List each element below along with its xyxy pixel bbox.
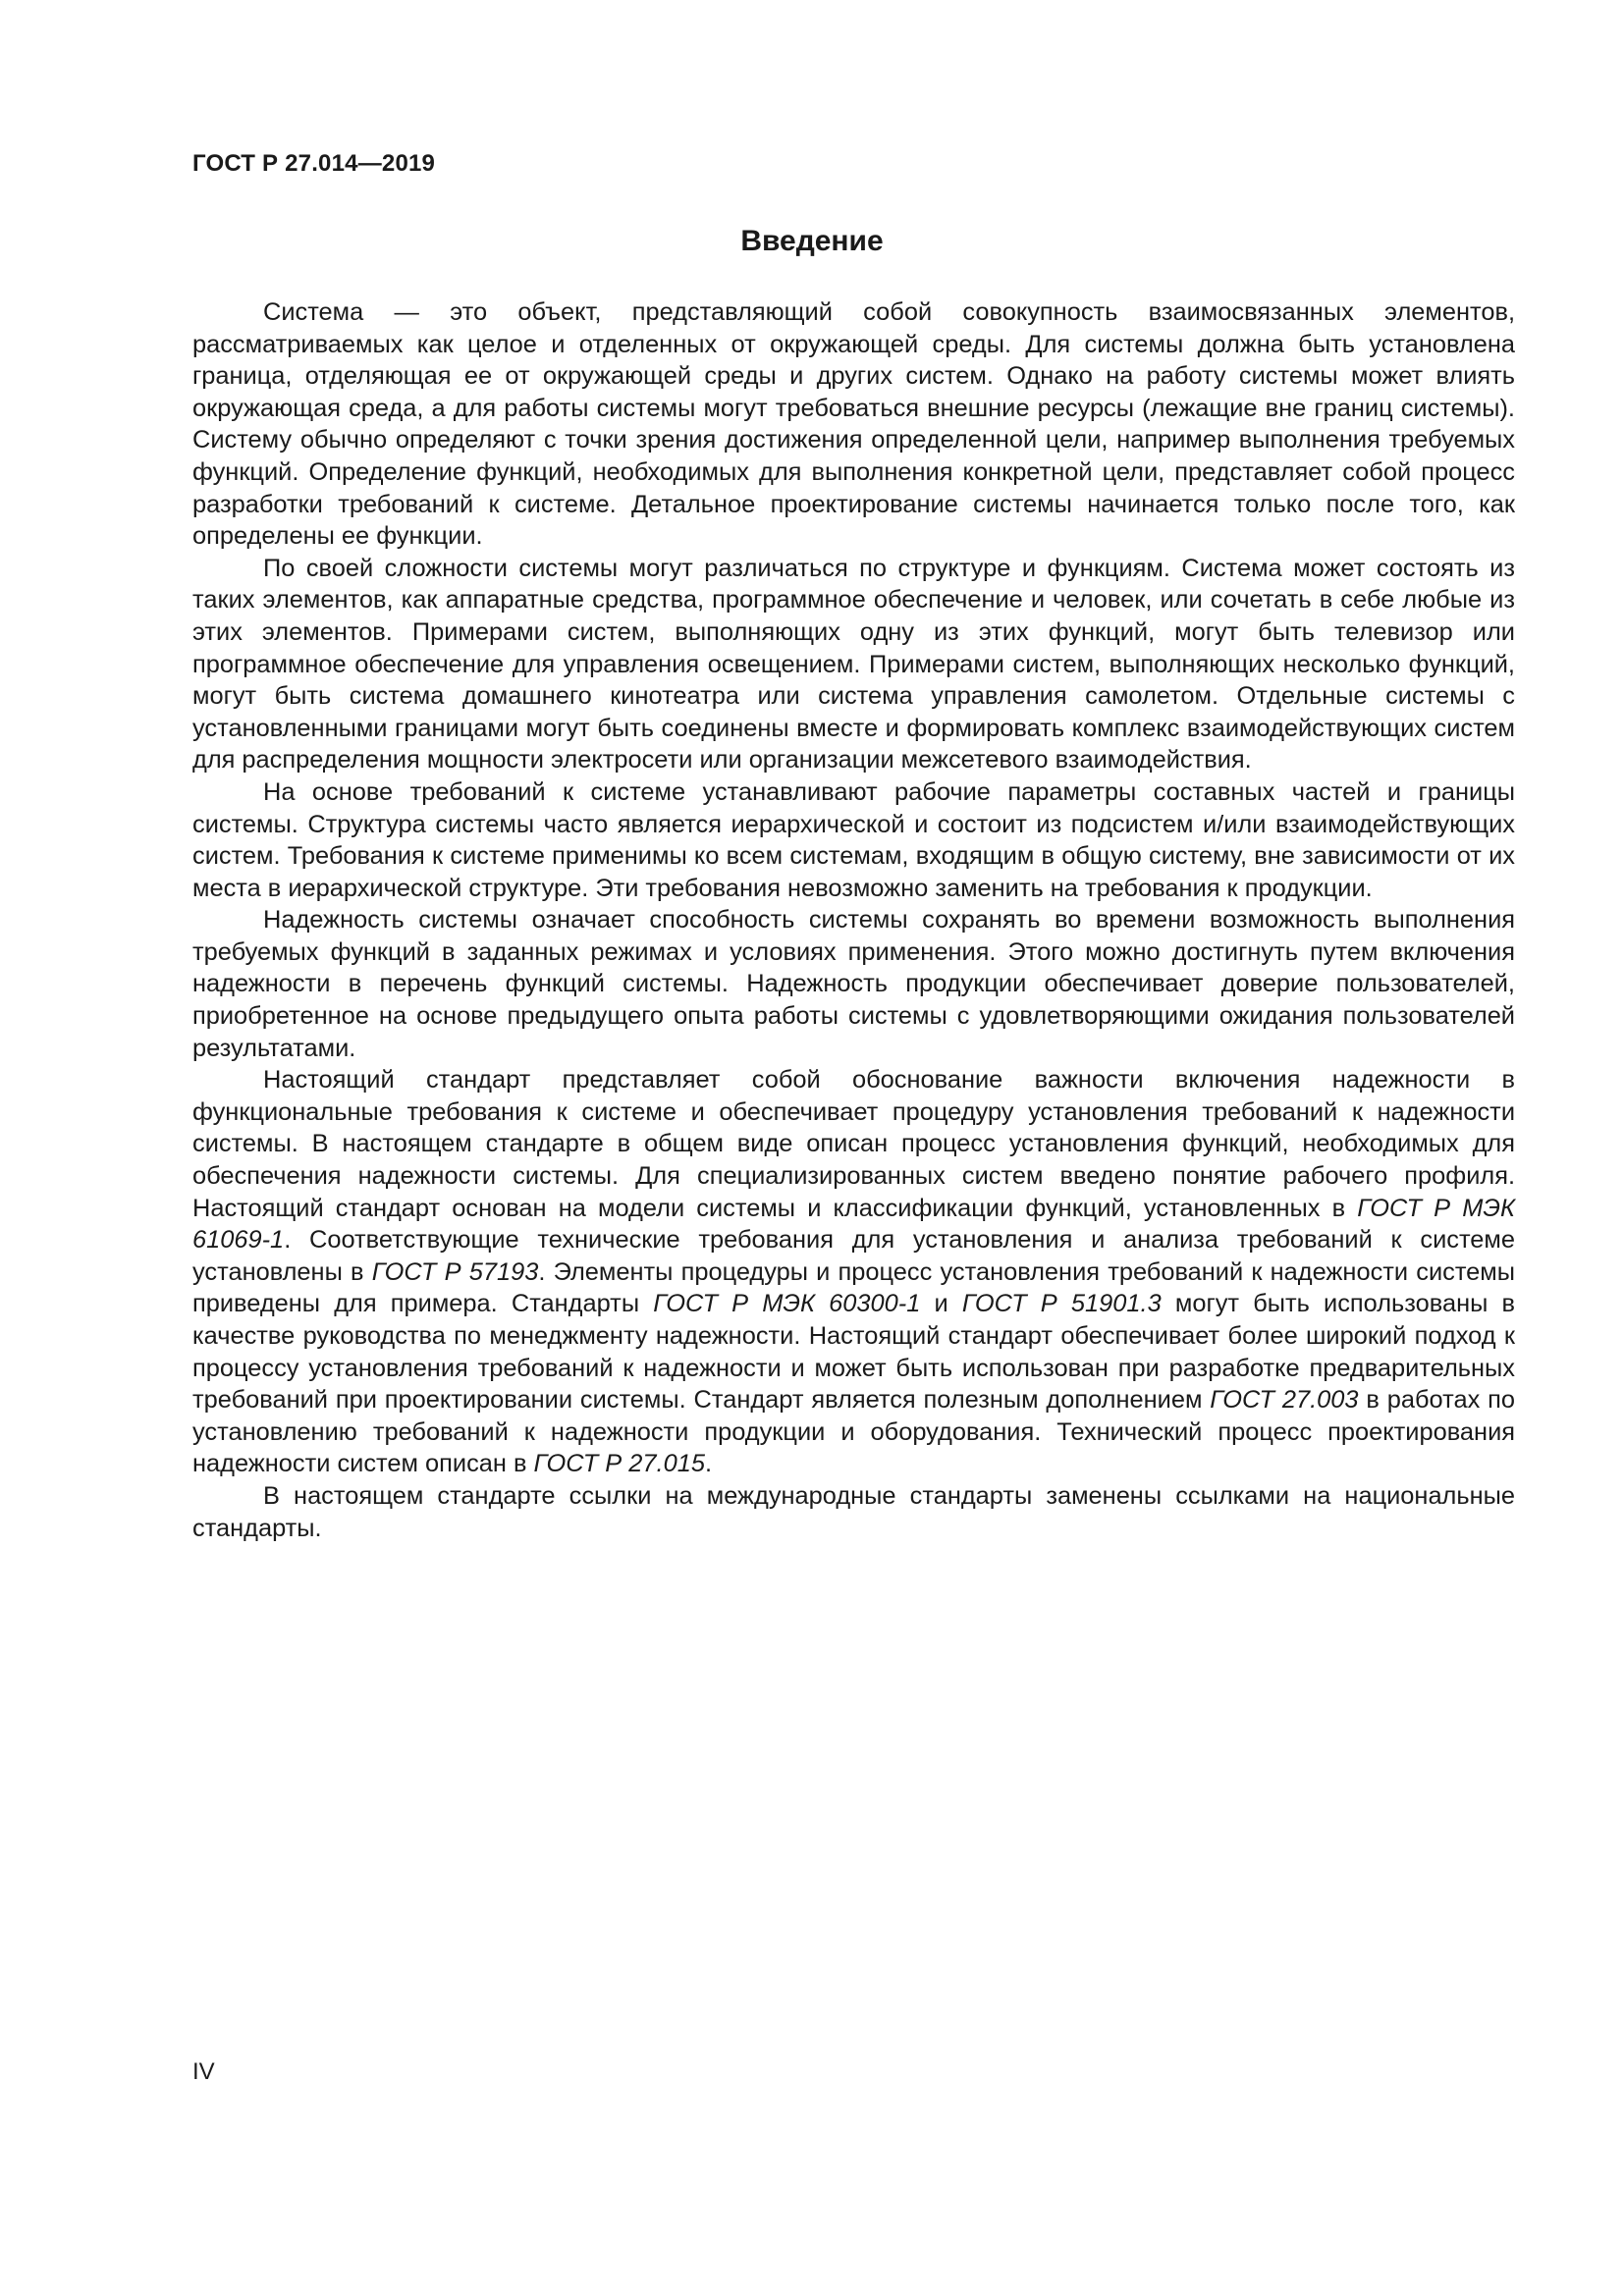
paragraph-system-requirements: На основе требований к системе устанавливают рабочие параметры составных частей и границы системы. Структура системы часто является иерархической и состоит из подсистем и/или взаимодействующих систем. Требования к системе применимы ко всем системам, входящим в общую систему, вне зависимости от их места в иерархической структуре. Эти требования невозможно заменить на требования к продукции. xyxy=(192,777,1515,902)
text-segment: . Соответствующие технические требования для установления и анализа требований к системе установлены в xyxy=(192,1226,1515,1286)
paragraph-system-dependability: Надежность системы означает способность системы сохранять во времени возможность выполнения требуемых функций в заданных режимах и условиях применения. Этого можно достигнуть путем включения надежности в перечень функций системы. Надежность продукции обеспечивает доверие пользователей, приобретенное на основе предыдущего опыта работы системы с удовлетворяющими ожидания пользователей результатами. xyxy=(192,906,1515,1062)
page-number: IV xyxy=(192,2058,215,2085)
standard-reference: ГОСТ Р 51901.3 xyxy=(961,1290,1162,1318)
section-title: Введение xyxy=(740,225,884,257)
standard-reference: ГОСТ Р МЭК 61069-1 xyxy=(192,1194,1515,1255)
standard-reference: ГОСТ Р 27.015 xyxy=(533,1450,705,1478)
introduction-body xyxy=(192,296,1515,1544)
paragraph-standard-scope xyxy=(192,1064,1515,1480)
text-segment: могут быть использованы в качестве руководства по менеджменту надежности. Настоящий стандарт обеспечивает более широкий подход к процессу установления требований к надежности и может быть использован при разработке предварительных требований при проектировании системы. Стандарт является полезным дополнением xyxy=(192,1290,1516,1415)
paragraph-references-note: В настоящем стандарте ссылки на международные стандарты заменены ссылками на национальные стандарты. xyxy=(192,1481,1515,1542)
standard-reference: ГОСТ 27.003 xyxy=(1210,1386,1359,1415)
standard-reference: ГОСТ Р МЭК 60300-1 xyxy=(653,1290,921,1318)
paragraph-system-definition: Система — это объект, представляющий собой совокупность взаимосвязанных элементов, рассматриваемых как целое и отделенных от окружающей среды. Для системы должна быть установлена граница, отделяющая ее от окружающей среды и других систем. Однако на работу системы может влиять окружающая среда, а для работы системы могут требоваться внешние ресурсы (лежащие вне границ системы). Систему обычно определяют с точки зрения достижения определенной цели, например выполнения требуемых функций. Определение функций, необходимых для выполнения конкретной цели, представляет собой процесс разработки требований к системе. Детальное проектирование системы начинается только после того, как определены ее функции. xyxy=(192,298,1515,551)
text-segment: в работах по установлению требований к надежности продукции и оборудования. Технический процесс проектирования надежности систем описан в xyxy=(192,1386,1516,1478)
text-segment: Настоящий стандарт представляет собой обоснование важности включения надежности в функциональные требования к системе и обеспечивает процедуру установления требований к надежности системы. В настоящем стандарте в общем виде описан процесс установления функций, необходимых для обеспечения надежности системы. Для специализированных систем введено понятие рабочего профиля. Настоящий стандарт основан на модели системы и классификации функций, установленных в xyxy=(192,1066,1515,1222)
standard-reference: ГОСТ Р 57193 xyxy=(371,1257,539,1286)
text-segment: . xyxy=(704,1450,713,1478)
paragraph-system-complexity: По своей сложности системы могут различаться по структуре и функциям. Система может состоять из таких элементов, как аппаратные средства, программное обеспечение и человек, или сочетать в себе любые из этих элементов. Примерами систем, выполняющих одну из этих функций, могут быть телевизор или программное обеспечение для управления освещением. Примерами систем, выполняющих несколько функций, могут быть система домашнего кинотеатра или система управления самолетом. Отдельные системы с установленными границами могут быть соединены вместе и формировать комплекс взаимодействующих систем для распределения мощности электросети или организации межсетевого взаимодействия. xyxy=(192,554,1515,774)
document-code-header: ГОСТ Р 27.014—2019 xyxy=(192,150,436,177)
text-segment: и xyxy=(920,1290,962,1318)
text-segment: . Элементы процедуры и процесс установления требований к надежности системы приведены для примера. Стандарты xyxy=(192,1257,1516,1318)
